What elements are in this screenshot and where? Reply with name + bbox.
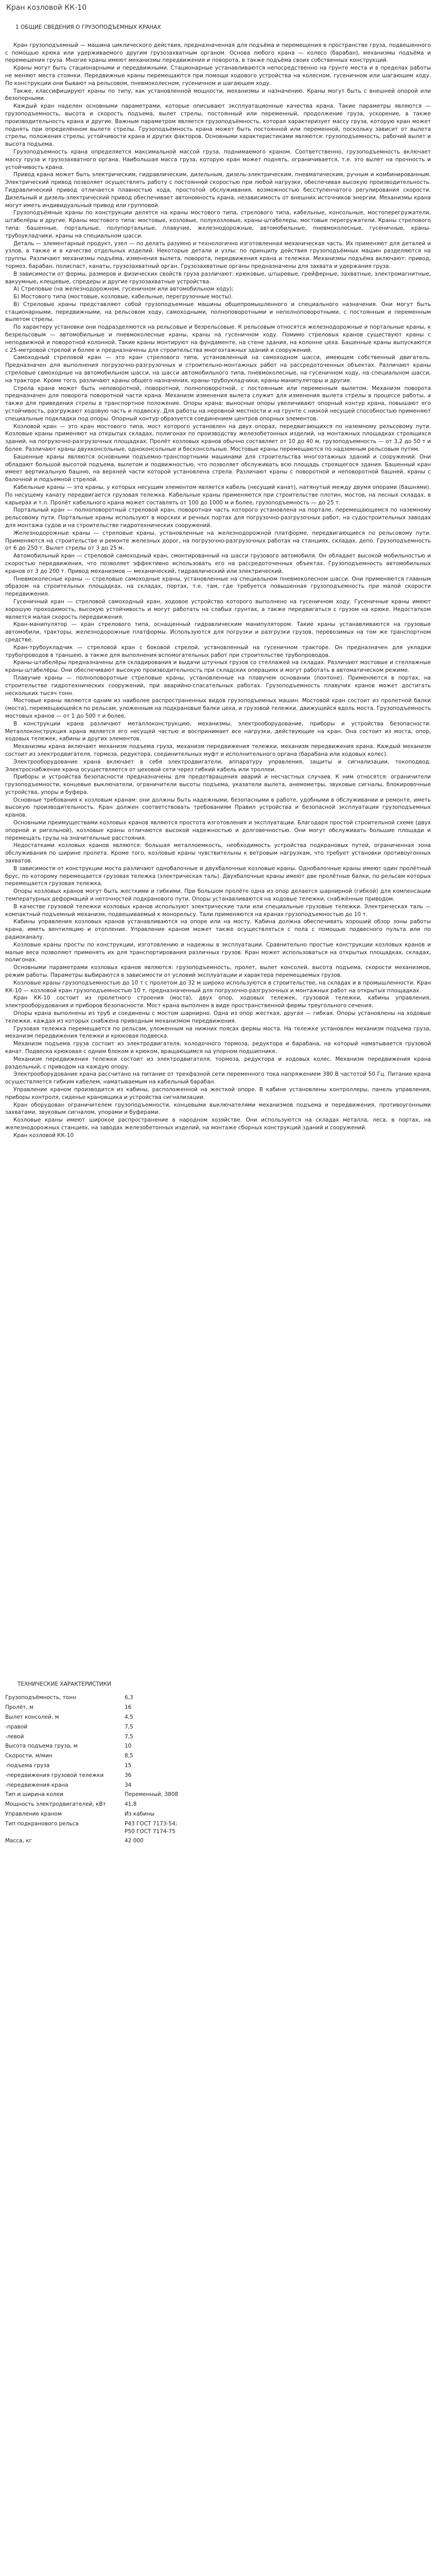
spec-value: 36 <box>125 1772 132 1778</box>
spec-value: Р43 ГОСТ 7173-54; Р50 ГОСТ 7174-75 <box>125 1820 178 1835</box>
paragraph: Козловые краны просты по конструкции, изготовлению и надежны в эксплуатации. Сравнительно простые конструкции козловых кранов и малые веса позволяют применять их для транспортирования различных грузов. Кран может использоваться на открытых площадках, складах, полигонах. <box>5 941 431 963</box>
paragraph: В конструкции крана различают металлоконструкцию, механизмы, электрооборудование, приборы и устройства безопасности. Металлоконструкция крана является его несущей частью и воспринимает все нагрузки, действующие на кран. Она состоит из моста, опор, ходовых тележек, кабины и других элементов. <box>5 720 431 742</box>
spec-row <box>5 1801 279 1810</box>
section-heading: 1 ОБЩИЕ СВЕДЕНИЯ О ГРУЗОПОДЪЕМНЫХ КРАНАХ <box>15 24 161 30</box>
paragraph: В) Стреловые краны представляют собой грузоподъемные машины общепромышленного и специального назначения. Они могут быть стационарными, передвижными, на рельсовом ходу, самоходными, полноповоротными и неполноповоротными, с постоянным и переменным вылетом стрелы. <box>5 301 431 323</box>
spec-name: Масса, кг <box>5 1838 32 1844</box>
paragraph: Мостовые краны являются одним из наиболее распространенных видов грузоподъемных машин. Мостовой кран состоит из пролетной балки (моста), перемещающейся по рельсам, уложенным на подкрановые балки цеха, и грузовой тележки, движущейся вдоль моста. Грузоподъемность мостовых кранов — от 1 до 500 т и более. <box>5 698 431 719</box>
paragraph: Б) Мостового типа (мостовые, козловые, кабельные, перегрузочные мосты). <box>13 294 233 300</box>
spec-row <box>5 1791 279 1801</box>
paragraph: Кран-манипулятор — кран стрелового типа, оснащенный гидравлическим манипулятором. Такие краны устанавливаются на грузовые автомобили, тракторы, железнодорожные платформы. Используются для погрузки и разгрузки грузов, перевозимых на том же транспортном средстве. <box>5 621 431 643</box>
spec-value: 42 000 <box>125 1838 144 1844</box>
paragraph: По характеру установки они подразделяются на рельсовые и безрельсовые. К рельсовым относятся железнодорожные и портальные краны, к безрельсовым — автомобильные и пневмоколесные краны, краны на гусеничном ходу. Помимо стреловых кранов существуют краны с неподвижной и поворотной колонной. Такие краны монтируют на фундаменте, на стене здания, на колонне цеха. Башенные краны выпускаются с 25-метровой стрелой и более и предназначены для строительства многоэтажных зданий и сооружений. <box>5 324 431 353</box>
document-body <box>5 42 431 1140</box>
paragraph: Грузоподъёмные краны по конструкции делятся на краны мостового типа, стрелового типа, кабельные, консольные, мостоперегружатели, штабелёры и другие. Краны мостового типа: мостовые, козловые, полукозловые, краны-штабелеры, мостовые перегружатели. Краны стрелового типа: башенные, портальные, полупортальные, плавучие, железнодорожные, автомобильные, пневмоколесные, гусеничные, краны-трубоукладчики, краны на специальном шасси. <box>5 210 431 239</box>
paragraph: Стрела крана может быть неповоротной, поворотной, полноповоротной, с постоянным или переменным вылетом. Механизм поворота предназначен для поворота поворотной части крана. Механизм изменения вылета служит для изменения вылета стрелы в процессе работы, а также для приведения стрелы в транспортное положение. Опоры крана: выносные опоры увеличивают опорный контур крана, повышают его устойчивость, разгружают ходовую часть и подвеску. Для работы на неровной местности и на грунте с низкой несущей способностью применяют специальные подкладки под опоры. Опорный контур образуется соединением центров опорных элементов. <box>5 385 431 422</box>
paragraph: Козловой кран — это кран мостового типа, мост которого установлен на двух опорах, передвигающихся по наземному рельсовому пути. Козловые краны применяют на открытых складах, полигонах по производству железобетонных изделий, на монтажных площадках строящихся зданий, на погрузочно-разгрузочных площадках. Пролёт козловых кранов обычно составляет от 10 до 40 м, грузоподъемность — от 3,2 до 50 т и более. Различают краны двухконсольные, одноконсольные и бесконсольные. Мостовые краны перемещаются по надземным рельсовым путям. <box>5 423 431 453</box>
paragraph: Управление краном производится из кабины, расположенной на жесткой опоре. В кабине установлены контроллеры, панель управления, приборы контроля, сиденье крановщика и устройства сигнализации. <box>5 1086 431 1100</box>
paragraph: Башенные краны являются основными подъемно-транспортными машинами для строительства многоэтажных зданий и сооружений. Они обладают большой высотой подъема, вылетом и подвижностью, что позволяет обслуживать всю площадь строящегося здания. Башенный кран имеет вертикальную башню, на верхней части которой установлена стрела. Различают краны с поворотной и неповоротной башней, краны с балочной и подъемной стрелой. <box>5 453 431 483</box>
paragraph: Электрооборудование крана включает в себя электродвигатели, аппаратуру управления, защиты и сигнализации, токоподвод. Электроснабжение крана осуществляется от цеховой сети через гибкий кабель или троллеи. <box>5 758 431 773</box>
specs-section <box>5 1681 431 1848</box>
spec-name: -левой <box>5 1733 24 1740</box>
spec-value: 15 <box>125 1762 132 1769</box>
spec-name: Пролёт, м <box>5 1704 33 1711</box>
paragraph: Привод крана может быть электрическим, гидравлическим, дизельным, дизель-электрическим, пневматическим, ручным и комбинированным. Электрический привод позволяет осуществлять работу с постоянной скоростью при любой нагрузке, обеспечивая высокую производительность. Гидравлический привод отличается плавностью хода, простотой обслуживания, возможностью бесступенчатого регулирования скорости. Дизельный и дизель-электрический привод обеспечивает автономность крана, независимость от внешних источников энергии. Механизмы крана могут иметь индивидуальный привод или групповой. <box>5 172 431 209</box>
spec-value: 4,5 <box>125 1714 133 1720</box>
paragraph: Основными параметрами козловых кранов являются: грузоподъемность, пролет, вылет консолей, высота подъема, скорости механизмов, режим работы. Параметры выбираются в зависимости от условий эксплуатации и характера перемещаемых грузов. <box>5 964 431 979</box>
spec-row <box>5 1714 279 1723</box>
spec-name: Управление краном <box>5 1810 62 1817</box>
paragraph: Недостатками козловых кранов являются: большая металлоемкость, необходимость устройства подкрановых путей, ограниченная зона обслуживания по ширине пролета. Кроме того, козловые краны чувствительны к ветровым нагрузкам, что требует установки противоугонных захватов. <box>5 842 431 865</box>
spec-row <box>5 1810 279 1820</box>
paragraph: Кран-трубоукладчик — стреловой кран с боковой стрелой, установленный на гусеничном тракторе. Он предназначен для укладки трубопроводов в траншею, а также для выполнения вспомогательных работ при строительстве трубопроводов. <box>5 644 431 658</box>
spec-row <box>5 1742 279 1752</box>
paragraph: Электрооборудование крана рассчитано на питание от трехфазной сети переменного тока напряжением 380 В частотой 50 Гц. Питание крана осуществляется гибким кабелем, наматываемым на кабельный барабан. <box>5 1071 431 1086</box>
paragraph: Каждый кран наделен основными параметрами, которые описывают эксплуатационные качества крана. Такие параметры являются — грузоподъемность, высота и скорость подъема, вылет стрелы, постоянный или переменный, продолжение груза, ускорение, а также производительность крана и другие. Важным параметром является грузоподъёмность, которая характеризует массу груза, которую кран может поднять при определённом вылете стрелы. Грузоподъёмность крана может быть постоянной или переменной, поскольку зависит от вылета стрелы, положения стрелы, устойчивости крана и других факторов. Основными характеристиками являются: грузоподъемность, рабочий вылет и высота подъема. <box>5 103 431 148</box>
paragraph: Опоры козловых кранов могут быть жесткими и гибкими. При большом пролёте одна из опор делается шарнирной (гибкой) для компенсации температурных деформаций и неточностей подкранового пути. Опоры устанавливаются на ходовые тележки, снабжённые приводом. <box>5 888 431 903</box>
spec-value: 8,5 <box>125 1753 133 1759</box>
spec-value: 6,3 <box>125 1694 133 1701</box>
spec-name: Вылет консолей, м <box>5 1714 59 1720</box>
spec-name: Грузоподъёмность, тонн <box>5 1694 76 1701</box>
spec-value: 7,5 <box>125 1733 133 1740</box>
paragraph: Самоходный стреловой кран — это кран стрелового типа, установленный на самоходном шасси, имеющем собственный двигатель. Предназначен для выполнения погрузочно-разгрузочных и строительно-монтажных работ на рассредоточенных объектах. Различают краны стреловые самоходные на автомобильном шасси, на шасси автомобильного типа, пневмоколесные, на гусеничном ходу, на специальном шасси, на тракторе. Кроме того, различают краны общего назначения, краны-трубоукладчики, краны-манипуляторы и другие. <box>5 354 431 384</box>
spec-name: Тип и ширина колеи <box>5 1791 63 1798</box>
paragraph: Кран оборудован ограничителем грузоподъемности, концевыми выключателями механизмов подъема и передвижения, противоугонными захватами, звуковым сигналом, упорами и буферами. <box>5 1101 431 1116</box>
paragraph: В зависимости от формы, размеров и физических свойств груза различают: крюковые, штыревые, грейферные, захватные, электромагнитные, вакуумные, клещевые, спредеры и другие грузозахватные устройства. <box>5 270 431 285</box>
spec-value: Переменный, 3808 <box>125 1791 179 1798</box>
spec-row <box>5 1694 279 1704</box>
paragraph: Пневмоколесные краны — стреловые самоходные краны, установленные на специальном пневмоколесном шасси. Они применяются главным образом на строительных площадках, на складах, портах, т.е. там, где требуется повышенная грузоподъемность при малой скорости передвижения. <box>5 575 431 598</box>
paragraph: В качестве грузовой тележки козловых кранов используют электрические тали или специальные грузовые тележки. Электрическая таль — компактный подъемный механизм, подвешиваемый к монорельсу. Тали применяются на кранах грузоподъемностью до 10 т. <box>5 903 431 918</box>
spec-value: 10 <box>125 1743 132 1750</box>
paragraph: Механизм подъема груза состоит из электродвигателя, колодочного тормоза, редуктора и барабана, на который наматывается грузовой канат. Подвеска крюковая с одним блоком и крюком, вращающимся на упорном подшипнике. <box>5 1041 431 1055</box>
spec-name: Скорости, м/мин <box>5 1753 53 1759</box>
paragraph: Краны-штабелёры предназначены для складирования и выдачи штучных грузов со стеллажей на складах. Различают мостовые и стеллажные краны-штабелёры. Они обеспечивают высокую производительность при складских операциях и могут работать в автоматическом режиме. <box>5 659 431 674</box>
spec-row <box>5 1820 279 1838</box>
paragraph: Гусеничный кран — стреловой самоходный кран, ходовое устройство которого выполнено на гусеничном ходу. Гусеничные краны имеют хорошую проходимость, высокую устойчивость и могут работать на слабых грунтах, а также передвигаться с грузом на крюке. Недостатком является малая скорость передвижения. <box>5 598 431 620</box>
spec-name: Мощность электродвигателей, кВт <box>5 1801 106 1808</box>
paragraph: В зависимости от конструкции моста различают однобалочные и двухбалочные козловые краны. Однобалочные краны имеют один пролётный брус, по которому перемещается грузовая тележка (электрическая таль). Двухбалочные краны имеют две пролётные балки, по рельсам которых перемещается грузовая тележка. <box>5 865 431 887</box>
spec-row <box>5 1762 279 1772</box>
paragraph: Портальный кран — полноповоротный стреловой кран, поворотная часть которого установлена на портале, перемещающемся по наземному рельсовому пути. Портальные краны используют в морских и речных портах для погрузочно-разгрузочных работ, на судостроительных заводах для монтажа судов и на строительстве гидротехнических сооружений. <box>5 507 431 529</box>
paragraph: Кран КК-10 состоит из пролетного строения (моста), двух опор, ходовых тележек, грузовой тележки, кабины управления, электрооборудования и приборов безопасности. Мост крана выполнен в виде пространственной фермы треугольного сечения. <box>5 995 431 1009</box>
paragraph: Кабины управления козловых кранов устанавливаются на опоре или на мосту. Кабина должна обеспечивать хороший обзор зоны работы крана, иметь вентиляцию и отопление. Управление краном может также осуществляться с пола с помощью подвесного пульта или по радиоканалу. <box>5 919 431 941</box>
paragraph: Кран грузоподъемный — машина циклического действия, предназначенная для подъёма и перемещения в пространстве груза, подвешенного с помощью крюка или удерживаемого другим грузозахватным органом. Основа любого крана — колесо (барабан), механизмы подъёма и перемещения груза. Многие краны имеют механизмы передвижения и поворота, в также подъёма своих собственных конструкций. <box>5 42 431 64</box>
paragraph: Краны могут быть стационарными и передвижными. Стационарные устанавливаются непосредственно на грунте места и в пределах работы не меняют места стоянки. Передвижные краны перемещаются при помощи ходового устройства на колесном, гусеничном или шагающем ходу. По конструкции они бывают на рельсовом, пневмоколесном, гусеничном и шагающем ходу. <box>5 65 431 87</box>
document-page <box>0 3 436 1847</box>
paragraph: Опоры крана выполнены из труб и соединены с мостом шарнирно. Одна из опор жесткая, другая — гибкая. Опоры установлены на ходовые тележки, каждая из которых снабжена приводным механизмом передвижения. <box>5 1010 431 1024</box>
paragraph: Грузовая тележка перемещается по рельсам, уложенным на нижних поясах фермы моста. На тележке установлен механизм подъема груза, механизм передвижения тележки и крюковая подвеска. <box>5 1025 431 1040</box>
paragraph: А) Стреловые (на железнодорожном, гусеничном или автомобильном ходу); <box>13 286 234 293</box>
paragraph: Приборы и устройства безопасности предназначены для предотвращения аварий и несчастных случаев. К ним относятся: ограничители грузоподъемности, концевые выключатели, ограничители высоты подъема, указатели вылета, анемометры, звуковые сигналы, блокировочные устройства, упоры и буфера. <box>5 774 431 795</box>
spec-row <box>5 1704 279 1714</box>
specs-heading: ТЕХНИЧЕСКИЕ ХАРАКТЕРИСТИКИ <box>18 1681 111 1687</box>
spec-row <box>5 1837 279 1847</box>
paragraph: Также, классифицируют краны по типу, как установленной мощности, механизмы и назначению. Краны могут быть с внешней опорой или безопорными. <box>5 88 431 102</box>
document-title: Кран козловой КК-10 <box>6 4 87 12</box>
paragraph: Механизмы крана включают механизм подъема груза, механизм передвижения тележки, механизм передвижения крана. Каждый механизм состоит из электродвигателя, тормоза, редуктора, соединительных муфт и исполнительного органа (барабана или ходовых колес). <box>5 743 431 757</box>
paragraph: Основные требования к козловым кранам: они должны быть надежными, безопасными в работе, удобными в обслуживании и ремонте, иметь высокую производительность. Кран должен соответствовать требованиям Правил устройства и безопасной эксплуатации грузоподъемных кранов. <box>5 796 431 819</box>
paragraph: Козловые краны имеют широкое распространение в народном хозяйстве. Они используются на складах металла, леса, в портах, на железнодорожных станциях, на заводах железобетонных изделий, на монтаже сборных конструкций зданий и сооружений. <box>5 1117 431 1131</box>
paragraph: Кабельные краны — это краны, у которых несущим элементом является кабель (несущий канат), натянутый между двумя опорами (башнями). По несущему канату передвигается грузовая тележка. Кабельные краны применяются при строительстве плотин, мостов, на лесных складах, в карьерах и т.п. Пролёт кабельного крана может составлять от 100 до 1000 м и более, грузоподъемность — до 25 т. <box>5 484 431 506</box>
spec-name: -подъема груза <box>5 1762 50 1769</box>
spec-value: 41,8 <box>125 1801 137 1808</box>
paragraph: Механизм передвижения тележки состоит из электродвигателя, тормоза, редуктора и ходовых колес. Механизм передвижения крана раздельный, с приводом на каждую опору. <box>5 1056 431 1070</box>
paragraph: Грузоподъемность крана определяется максимальной массой груза, поднимаемого краном. Соответственно, грузоподъемность включает массу груза и грузозахватного органа. Наибольшая масса груза, которую кран может поднять, ограничивается, т.е. это вылет на прочность и устойчивость крана. <box>5 148 431 171</box>
spec-name: Тип подкранового рельса <box>5 1820 79 1827</box>
spec-row <box>5 1782 279 1791</box>
spec-value: Из кабины <box>125 1810 155 1817</box>
paragraph: Плавучие краны — полноповоротные стреловые краны, установленные на плавучем основании (понтоне). Применяются в портах, на строительстве гидротехнических сооружений, при аварийно-спасательных работах. Грузоподъемность плавучих кранов может достигать нескольких тысяч тонн. <box>5 674 431 697</box>
spec-row <box>5 1723 279 1733</box>
specs-table <box>5 1694 279 1847</box>
spec-name: -передвижения грузовой тележки <box>5 1772 104 1778</box>
spec-row <box>5 1733 279 1743</box>
spec-name: -правой <box>5 1723 28 1730</box>
spec-name: -передвижения крана <box>5 1782 68 1788</box>
spec-row <box>5 1752 279 1762</box>
paragraph: Железнодорожные краны — стреловые краны, установленные на железнодорожной платформе, передвигающиеся по рельсовому пути. Применяются на строительстве и ремонте железных дорог, на погрузочно-разгрузочных работах на станциях, складах, депо. Грузоподъемность от 6 до 250 т. Вылет стрелы от 3 до 25 м. <box>5 530 431 552</box>
spec-value: 7,5 <box>125 1723 133 1730</box>
paragraph: Козловые краны грузоподъемностью до 10 т с пролетом до 32 м широко используются в строительстве, на складах и в промышленности. Кран КК-10 — козловой кран грузоподъемностью 10 т, предназначенный для погрузочно-разгрузочных и монтажных работ на открытых площадках. <box>5 979 431 994</box>
paragraph: Кран козловой КК-10 <box>13 1132 74 1139</box>
paragraph: Деталь — элементарный продукт, узел — по делать разумно и технологично изготовленная механическая часть. Их применяют для деталей и узлов, а также и в качестве отдельных изделий. Некоторые детали и узлы: по принципу действия грузоподъёмных машин разделяются на группы. Различают механизмы подъёма, изменения вылета, поворота, передвижения крана и тележки. Механизмы подъёма включают: привод, тормоз, барабан, полиспаст, канаты, грузозахватный орган. Грузозахватные органы предназначены для захвата и удержания груза. <box>5 240 431 269</box>
spec-value: 34 <box>125 1782 132 1788</box>
spec-row <box>5 1772 279 1782</box>
spec-value: 16 <box>125 1704 132 1711</box>
spec-name: Высота подъема груза, м <box>5 1743 78 1750</box>
paragraph: Основными преимуществами козловых кранов являются простота изготовления и эксплуатации. Благодаря простой строительной схеме (двух опорной и ригельной), козловые краны отличаются высокой надежностью и долговечностью. Они могут обслуживать большие площади и перемещать грузы на значительные расстояния. <box>5 820 431 841</box>
paragraph: Автомобильный кран — стреловой самоходный кран, смонтированный на шасси грузового автомобиля. Он обладает высокой мобильностью и скоростью передвижения, что позволяет эффективно использовать его на рассредоточенных объектах. Грузоподъемность автомобильных кранов от 3 до 200 т. Привод механизмов — механический, гидравлический или электрический. <box>5 553 431 574</box>
